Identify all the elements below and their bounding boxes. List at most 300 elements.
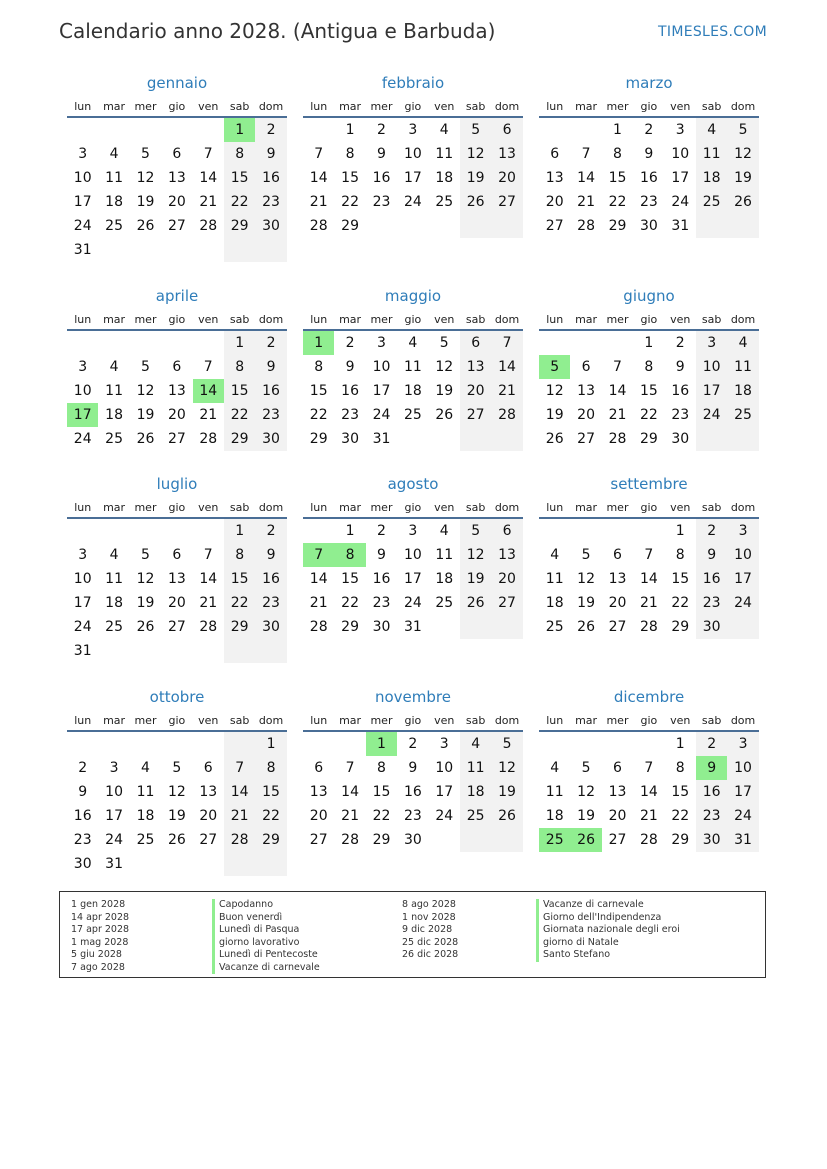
day-cell: 10 xyxy=(73,383,92,399)
day-cell: 12 xyxy=(577,784,595,800)
empty-cell xyxy=(570,519,601,543)
day-cell: 16 xyxy=(696,567,727,591)
weekday-label: mar xyxy=(103,500,126,514)
weekday-label: lun xyxy=(310,312,328,326)
day-cell: 5 xyxy=(141,547,150,563)
day-grid xyxy=(303,519,523,639)
day-cell: 11 xyxy=(105,170,123,186)
legend-date: 17 apr 2028 xyxy=(71,924,130,935)
page-title: Calendario anno 2028. (Antigua e Barbuda) xyxy=(59,19,496,43)
day-cell: 8 xyxy=(224,142,255,166)
day-cell: 9 xyxy=(644,146,654,162)
empty-cell xyxy=(397,427,428,451)
day-cell: 26 xyxy=(577,619,595,635)
empty-cell xyxy=(429,214,460,238)
empty-cell xyxy=(602,331,633,355)
day-cell: 12 xyxy=(460,142,491,166)
weekday-label: lun xyxy=(546,713,564,727)
weekday-label: dom xyxy=(258,500,284,514)
day-cell: 30 xyxy=(639,218,658,234)
weekday-label: lun xyxy=(74,312,92,326)
day-cell: 28 xyxy=(577,218,595,234)
weekday-label: ven xyxy=(198,500,219,514)
day-cell: 21 xyxy=(577,194,595,210)
day-cell: 21 xyxy=(199,194,218,210)
day-cell: 1 xyxy=(224,331,255,355)
legend-name-column xyxy=(536,899,680,962)
legend-date: 5 giu 2028 xyxy=(71,949,122,960)
day-cell: 18 xyxy=(696,166,727,190)
day-cell: 24 xyxy=(727,804,758,828)
day-cell: 4 xyxy=(141,760,150,776)
day-cell: 2 xyxy=(377,122,386,138)
day-cell: 1 xyxy=(224,519,255,543)
empty-cell xyxy=(460,615,491,639)
day-cell: 20 xyxy=(491,166,522,190)
legend-date: 1 gen 2028 xyxy=(71,899,126,910)
day-cell: 4 xyxy=(439,122,449,138)
day-cell: 14 xyxy=(577,170,595,186)
weekday-header xyxy=(67,309,287,329)
day-cell: 22 xyxy=(671,808,690,824)
day-cell: 16 xyxy=(372,170,391,186)
empty-cell xyxy=(460,214,491,238)
weekday-label: lun xyxy=(546,312,564,326)
day-cell: 19 xyxy=(727,166,758,190)
empty-cell xyxy=(130,852,161,876)
legend-name-column xyxy=(212,899,320,974)
day-cell: 21 xyxy=(199,595,218,611)
day-cell: 23 xyxy=(639,194,658,210)
day-cell: 1 xyxy=(303,331,334,355)
day-cell: 8 xyxy=(224,543,255,567)
day-cell: 19 xyxy=(577,595,595,611)
day-cell: 4 xyxy=(439,523,449,539)
day-cell: 8 xyxy=(345,146,355,162)
empty-cell xyxy=(303,118,334,142)
day-cell: 6 xyxy=(613,547,622,563)
day-cell: 30 xyxy=(255,615,286,639)
empty-cell xyxy=(193,238,224,262)
empty-cell xyxy=(98,732,129,756)
empty-cell xyxy=(491,828,522,852)
day-cell: 5 xyxy=(727,118,758,142)
weekday-label: ven xyxy=(670,312,691,326)
day-cell: 18 xyxy=(460,780,491,804)
empty-cell xyxy=(193,519,224,543)
weekday-label: gio xyxy=(640,312,658,326)
day-cell: 12 xyxy=(136,170,155,186)
day-cell: 18 xyxy=(105,194,123,210)
day-cell: 19 xyxy=(136,595,155,611)
weekday-label: mer xyxy=(134,713,157,727)
weekday-label: sab xyxy=(465,312,486,326)
day-cell: 15 xyxy=(309,383,328,399)
day-cell: 24 xyxy=(403,595,422,611)
day-cell: 7 xyxy=(224,756,255,780)
weekday-label: mar xyxy=(575,312,598,326)
weekday-label: sab xyxy=(229,713,250,727)
day-cell: 11 xyxy=(545,784,564,800)
empty-cell xyxy=(161,852,192,876)
empty-cell xyxy=(255,639,286,663)
empty-cell xyxy=(539,732,570,756)
weekday-label: gio xyxy=(640,500,658,514)
day-cell: 29 xyxy=(639,431,658,447)
day-cell: 8 xyxy=(644,359,654,375)
day-cell: 27 xyxy=(309,832,328,848)
legend-holiday-name: Buon venerdì xyxy=(212,912,320,925)
weekday-label: mar xyxy=(575,99,598,113)
day-cell: 12 xyxy=(491,756,522,780)
day-cell: 22 xyxy=(639,407,658,423)
empty-cell xyxy=(130,519,161,543)
day-cell: 17 xyxy=(403,571,422,587)
day-cell: 23 xyxy=(372,595,391,611)
weekday-label: dom xyxy=(730,99,756,113)
empty-cell xyxy=(570,732,601,756)
day-cell: 6 xyxy=(613,760,622,776)
empty-cell xyxy=(161,331,192,355)
day-cell: 19 xyxy=(577,808,595,824)
weekday-label: ven xyxy=(434,713,455,727)
month-name: giugno xyxy=(623,287,675,305)
day-cell: 5 xyxy=(460,519,491,543)
day-cell: 20 xyxy=(460,379,491,403)
empty-cell xyxy=(255,238,286,262)
day-cell: 9 xyxy=(696,543,727,567)
day-cell: 25 xyxy=(105,218,123,234)
day-cell: 3 xyxy=(408,523,418,539)
empty-cell xyxy=(539,331,570,355)
day-cell: 7 xyxy=(203,146,213,162)
weekday-label: dom xyxy=(494,500,520,514)
day-cell: 31 xyxy=(727,828,758,852)
day-cell: 3 xyxy=(78,547,88,563)
day-cell: 20 xyxy=(167,595,186,611)
weekday-label: mar xyxy=(575,500,598,514)
day-cell: 20 xyxy=(167,407,186,423)
empty-cell xyxy=(161,519,192,543)
day-cell: 5 xyxy=(141,146,150,162)
empty-cell xyxy=(224,238,255,262)
day-cell: 28 xyxy=(199,218,218,234)
weekday-label: mer xyxy=(370,312,393,326)
day-cell: 27 xyxy=(167,431,186,447)
weekday-label: lun xyxy=(74,713,92,727)
empty-cell xyxy=(224,732,255,756)
weekday-label: mar xyxy=(103,99,126,113)
day-cell: 25 xyxy=(460,804,491,828)
day-cell: 2 xyxy=(644,122,654,138)
day-cell: 29 xyxy=(309,431,328,447)
day-cell: 29 xyxy=(224,615,255,639)
empty-cell xyxy=(161,238,192,262)
day-cell: 11 xyxy=(435,547,454,563)
day-cell: 6 xyxy=(550,146,560,162)
weekday-label: mar xyxy=(339,713,362,727)
day-cell: 3 xyxy=(408,122,418,138)
day-cell: 10 xyxy=(727,543,758,567)
weekday-label: dom xyxy=(494,713,520,727)
day-cell: 7 xyxy=(203,359,213,375)
day-cell: 9 xyxy=(377,547,386,563)
day-cell: 21 xyxy=(309,595,328,611)
weekday-label: mer xyxy=(134,312,157,326)
day-cell: 8 xyxy=(334,543,365,567)
day-cell: 6 xyxy=(203,760,213,776)
weekday-label: mer xyxy=(606,312,629,326)
weekday-label: ven xyxy=(198,99,219,113)
day-cell: 17 xyxy=(403,170,422,186)
day-cell: 30 xyxy=(341,431,359,447)
day-cell: 3 xyxy=(727,519,758,543)
day-cell: 11 xyxy=(105,571,123,587)
day-cell: 27 xyxy=(491,591,522,615)
day-cell: 2 xyxy=(255,331,286,355)
day-cell: 30 xyxy=(696,828,727,852)
weekday-label: lun xyxy=(310,713,328,727)
weekday-label: gio xyxy=(404,713,422,727)
day-cell: 23 xyxy=(696,591,727,615)
weekday-header xyxy=(303,497,523,517)
day-cell: 1 xyxy=(255,732,286,756)
day-cell: 2 xyxy=(408,736,418,752)
day-cell: 6 xyxy=(581,359,591,375)
day-cell: 7 xyxy=(491,331,522,355)
day-cell: 21 xyxy=(309,194,328,210)
day-grid xyxy=(303,331,523,451)
day-cell: 23 xyxy=(255,403,286,427)
day-cell: 11 xyxy=(105,383,123,399)
empty-cell xyxy=(98,238,129,262)
day-cell: 15 xyxy=(671,784,690,800)
empty-cell xyxy=(303,519,334,543)
day-cell: 18 xyxy=(105,407,123,423)
day-cell: 4 xyxy=(460,732,491,756)
weekday-header xyxy=(67,96,287,116)
weekday-label: mar xyxy=(339,500,362,514)
month-name: settembre xyxy=(610,475,688,493)
weekday-label: mer xyxy=(606,99,629,113)
day-cell: 28 xyxy=(491,403,522,427)
day-cell: 26 xyxy=(136,431,155,447)
day-cell: 30 xyxy=(696,615,727,639)
day-cell: 9 xyxy=(255,142,286,166)
day-cell: 11 xyxy=(136,784,155,800)
day-cell: 27 xyxy=(199,832,218,848)
day-cell: 28 xyxy=(309,218,328,234)
day-cell: 27 xyxy=(545,218,564,234)
day-cell: 13 xyxy=(167,170,186,186)
empty-cell xyxy=(727,615,758,639)
empty-cell xyxy=(98,639,129,663)
day-cell: 29 xyxy=(224,427,255,451)
day-cell: 28 xyxy=(608,431,627,447)
day-cell: 16 xyxy=(341,383,359,399)
day-cell: 14 xyxy=(639,784,658,800)
day-cell: 8 xyxy=(613,146,622,162)
day-cell: 15 xyxy=(608,170,627,186)
legend-date: 1 mag 2028 xyxy=(71,936,129,948)
day-cell: 8 xyxy=(224,355,255,379)
day-cell: 24 xyxy=(73,619,92,635)
weekday-label: mar xyxy=(103,312,126,326)
day-cell: 24 xyxy=(73,218,92,234)
empty-cell xyxy=(460,427,491,451)
day-cell: 7 xyxy=(203,547,213,563)
day-cell: 1 xyxy=(675,736,685,752)
day-cell: 19 xyxy=(136,407,155,423)
empty-cell xyxy=(366,214,397,238)
day-cell: 30 xyxy=(255,214,286,238)
legend-date: 1 nov 2028 xyxy=(402,911,456,923)
empty-cell xyxy=(570,118,601,142)
day-cell: 16 xyxy=(372,571,391,587)
day-cell: 17 xyxy=(67,403,98,427)
day-cell: 17 xyxy=(727,567,758,591)
day-cell: 26 xyxy=(136,619,155,635)
weekday-label: dom xyxy=(258,713,284,727)
day-cell: 8 xyxy=(675,547,685,563)
day-cell: 19 xyxy=(491,780,522,804)
day-cell: 31 xyxy=(73,242,92,258)
day-cell: 27 xyxy=(460,403,491,427)
empty-cell xyxy=(193,852,224,876)
weekday-label: mer xyxy=(370,99,393,113)
weekday-label: mer xyxy=(606,713,629,727)
month-settembre xyxy=(539,473,759,639)
day-cell: 18 xyxy=(403,383,422,399)
day-cell: 28 xyxy=(199,431,218,447)
day-cell: 31 xyxy=(105,856,123,872)
empty-cell xyxy=(224,639,255,663)
month-name: maggio xyxy=(384,287,442,305)
day-cell: 23 xyxy=(341,407,359,423)
weekday-label: ven xyxy=(670,500,691,514)
day-cell: 6 xyxy=(172,146,182,162)
day-cell: 27 xyxy=(608,619,627,635)
day-cell: 9 xyxy=(675,359,685,375)
day-cell: 25 xyxy=(545,619,564,635)
day-cell: 30 xyxy=(255,427,286,451)
day-cell: 29 xyxy=(255,828,286,852)
empty-cell xyxy=(130,118,161,142)
day-cell: 18 xyxy=(435,170,454,186)
day-cell: 26 xyxy=(460,190,491,214)
day-cell: 29 xyxy=(671,832,690,848)
day-cell: 2 xyxy=(255,118,286,142)
weekday-label: sab xyxy=(701,312,722,326)
day-cell: 4 xyxy=(109,547,119,563)
day-cell: 18 xyxy=(727,379,758,403)
weekday-label: gio xyxy=(168,713,186,727)
day-cell: 30 xyxy=(372,619,391,635)
empty-cell xyxy=(491,615,522,639)
day-cell: 8 xyxy=(377,760,386,776)
day-cell: 5 xyxy=(581,547,591,563)
weekday-header xyxy=(303,96,523,116)
weekday-label: mer xyxy=(606,500,629,514)
day-cell: 20 xyxy=(199,808,218,824)
empty-cell xyxy=(460,828,491,852)
empty-cell xyxy=(161,639,192,663)
empty-cell xyxy=(193,732,224,756)
day-cell: 11 xyxy=(696,142,727,166)
empty-cell xyxy=(130,238,161,262)
day-cell: 6 xyxy=(314,760,324,776)
empty-cell xyxy=(696,427,727,451)
weekday-label: dom xyxy=(494,99,520,113)
day-cell: 13 xyxy=(608,784,627,800)
day-cell: 15 xyxy=(671,571,690,587)
weekday-label: dom xyxy=(258,99,284,113)
day-cell: 24 xyxy=(73,431,92,447)
month-name: novembre xyxy=(375,688,451,706)
day-cell: 2 xyxy=(255,519,286,543)
month-name: ottobre xyxy=(149,688,205,706)
day-cell: 7 xyxy=(644,547,654,563)
day-cell: 25 xyxy=(727,403,758,427)
day-cell: 12 xyxy=(727,142,758,166)
day-cell: 21 xyxy=(639,808,658,824)
empty-cell xyxy=(633,732,664,756)
day-cell: 31 xyxy=(671,218,690,234)
day-grid xyxy=(303,118,523,238)
day-cell: 11 xyxy=(545,571,564,587)
weekday-header xyxy=(539,309,759,329)
weekday-label: mar xyxy=(103,713,126,727)
day-cell: 16 xyxy=(73,808,92,824)
day-cell: 3 xyxy=(675,122,685,138)
day-cell: 22 xyxy=(224,591,255,615)
day-cell: 1 xyxy=(366,732,397,756)
day-cell: 7 xyxy=(644,760,654,776)
day-cell: 23 xyxy=(255,190,286,214)
day-cell: 14 xyxy=(608,383,627,399)
day-cell: 26 xyxy=(545,431,564,447)
day-cell: 26 xyxy=(167,832,186,848)
day-cell: 25 xyxy=(435,595,454,611)
day-cell: 24 xyxy=(372,407,391,423)
day-cell: 4 xyxy=(408,335,418,351)
weekday-label: lun xyxy=(546,99,564,113)
day-cell: 24 xyxy=(696,403,727,427)
weekday-label: gio xyxy=(640,713,658,727)
legend-holiday-name: Vacanze di carnevale xyxy=(212,962,320,975)
day-cell: 5 xyxy=(141,359,150,375)
day-cell: 10 xyxy=(435,760,454,776)
weekday-header xyxy=(303,309,523,329)
day-cell: 23 xyxy=(696,804,727,828)
weekday-header xyxy=(67,710,287,730)
weekday-label: mer xyxy=(134,500,157,514)
day-cell: 10 xyxy=(73,571,92,587)
day-cell: 20 xyxy=(309,808,328,824)
weekday-header xyxy=(539,497,759,517)
weekday-label: sab xyxy=(465,500,486,514)
brand-link[interactable]: TIMESLES.COM xyxy=(658,24,767,40)
empty-cell xyxy=(633,519,664,543)
day-grid xyxy=(67,331,287,451)
empty-cell xyxy=(491,427,522,451)
day-cell: 13 xyxy=(167,383,186,399)
day-cell: 6 xyxy=(172,359,182,375)
day-cell: 12 xyxy=(577,571,595,587)
empty-cell xyxy=(491,214,522,238)
weekday-header xyxy=(539,96,759,116)
month-name: dicembre xyxy=(613,688,685,706)
